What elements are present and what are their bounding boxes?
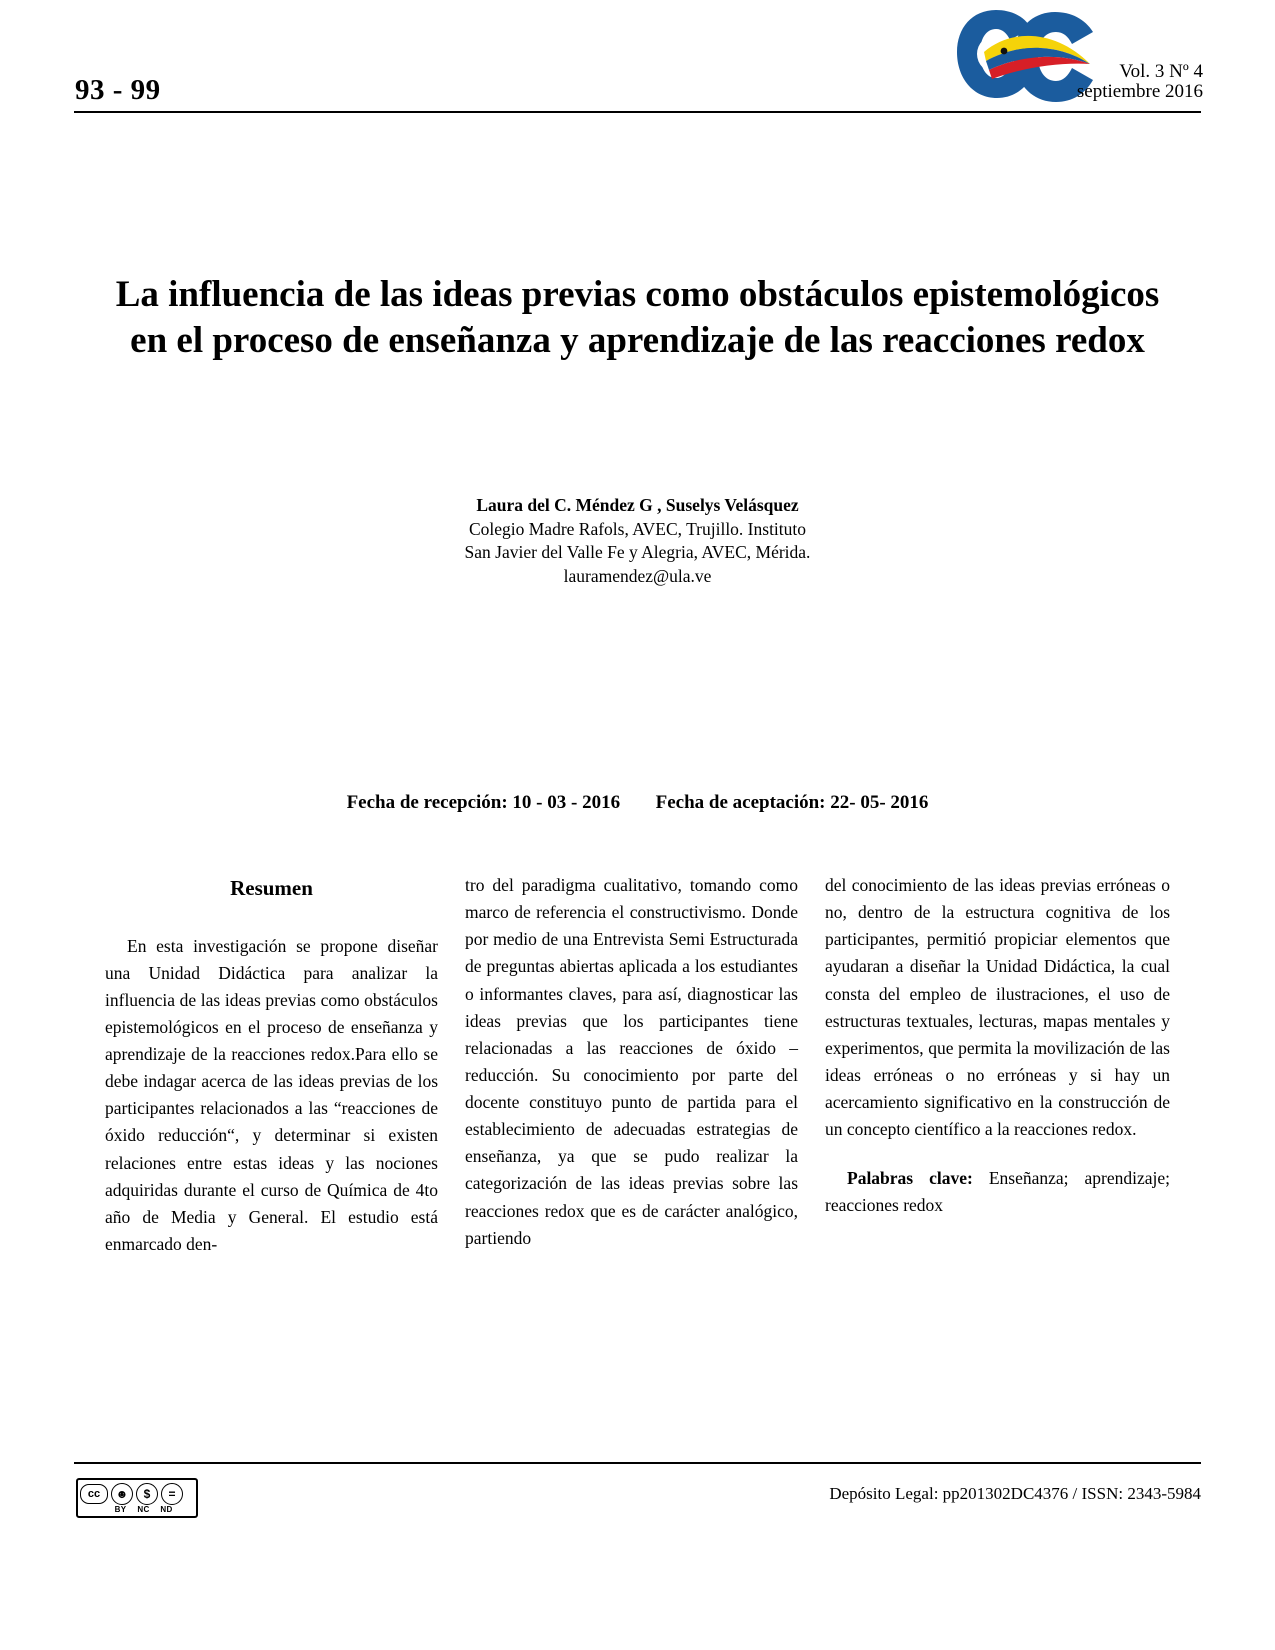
deposito-legal: Depósito Legal: pp201302DC4376 / ISSN: 2343-5984 [829,1484,1201,1503]
abstract-column-1 [105,872,438,1258]
noncommercial-dollar-icon: $ [136,1483,158,1505]
author-block [0,494,1275,589]
issue-volume: Vol. 3 Nº 4 [1119,61,1203,82]
attribution-person-icon: ☻ [111,1483,133,1505]
abstract-text-3: del conocimiento de las ideas previas erróneas o no, dentro de la estructura cognitiva de los participantes, permitió propiciar elementos que ayudaran a diseñar la Unidad Didáctica, la cual consta del empleo de ilustraciones, el uso de estructuras textuales, lecturas, mapas mentales y experimentos, que permita la movilización de las ideas erróneas o no erróneas y si hay un acercamiento significativo en la construcción de un concepto científico a la reacciones redox. [825,875,1170,1140]
abstract-column-3 [825,872,1170,1258]
cc-label-row [78,1505,196,1516]
page-header [70,0,1205,120]
acceptance-date: Fecha de aceptación: 22- 05- 2016 [655,792,929,813]
journal-brand [940,4,1205,116]
cc-label-by: BY [114,1505,127,1514]
abstract-columns [105,872,1170,1258]
keywords-value: Enseñanza; aprendizaje; reacciones redox [825,1168,1170,1216]
page-range: 93 - 99 [75,74,161,106]
footer-divider [74,1462,1201,1464]
noderivatives-equals-icon: = [161,1483,183,1505]
cc-label-nc: NC [137,1505,150,1514]
affiliation-line-2: San Javier del Valle Fe y Alegria, AVEC, Mérida. [464,542,811,563]
affiliation-line-1: Colegio Madre Rafols, AVEC, Trujillo. Instituto [468,518,807,539]
abstract-text-2: tro del paradigma cualitativo, tomando como marco de referencia el constructivismo. Donde por medio de una Entrevista Semi Estructurada de preguntas abiertas aplicada a los estudiantes o informantes claves, para así, diagnosticar las ideas previas que los participantes tiene relacionadas a las reacciones de óxido – reducción. Su conocimiento por parte del docente constituyo punto de partida para el establecimiento de adecuadas estrategias de enseñanza, ya que se pudo realizar la categorización de las ideas previas sobre las reacciones redox que es de carácter analógico, partiendo [465,875,798,1248]
cc-label-nd: ND [160,1505,173,1514]
page-footer [70,1462,1205,1532]
keywords-label: Palabras clave: [847,1168,973,1189]
header-divider [74,111,1201,113]
article-title: La influencia de las ideas previas como obstáculos epistemológicos en el proceso de enseñanza y aprendizaje de las reacciones redox [115,274,1160,361]
abstract-column-2 [465,872,798,1258]
author-email[interactable]: lauramendez@ula.ve [563,565,712,586]
publication-dates [0,792,1275,814]
author-names: Laura del C. Méndez G , Suselys Velásquez [476,495,799,515]
creative-commons-icon: cc [80,1484,108,1504]
cc-icon-row [78,1480,196,1505]
abstract-text-1: En esta investigación se propone diseñar una Unidad Didáctica para analizar la influencia de las ideas previas como obstáculos epistemológicos en el proceso de enseñanza y aprendizaje de la reacciones redox.Para ello se debe indagar acerca de las ideas previas de los participantes relacionados a las “reacciones de óxido reducción“, y determinar si existen relaciones entre estas ideas y las nociones adquiridas durante el curso de Química de 4to año de Media y General. El estudio está enmarcado den- [105,935,438,1254]
issue-info [1077,62,1203,102]
reception-date: Fecha de recepción: 10 - 03 - 2016 [346,792,621,813]
creative-commons-by-nc-nd-badge[interactable] [76,1478,198,1518]
abstract-heading: Resumen [230,876,313,900]
keywords-line [825,1165,1170,1219]
issue-date: septiembre 2016 [1076,80,1203,102]
